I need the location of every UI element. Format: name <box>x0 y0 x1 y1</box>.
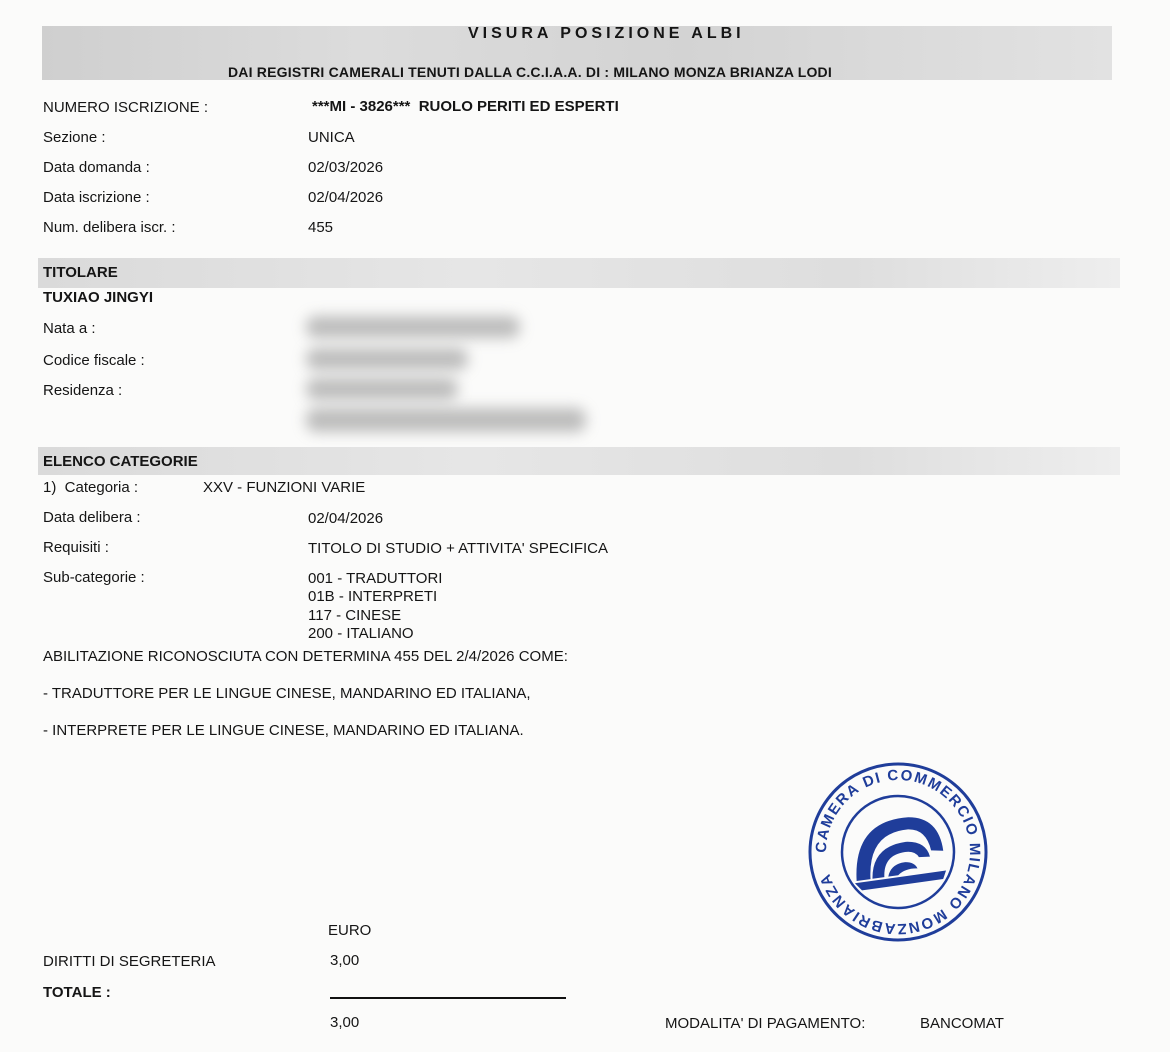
sezione-value: UNICA <box>308 129 355 146</box>
redacted-residence-line1 <box>306 378 458 400</box>
numero-iscrizione-value: ***MI - 3826*** RUOLO PERITI ED ESPERTI <box>312 98 619 115</box>
num-delibera-label: Num. delibera iscr. : <box>43 219 176 236</box>
currency-label: EURO <box>328 922 372 939</box>
num-delibera-value: 455 <box>308 219 334 236</box>
totale-value: 3,00 <box>330 1014 360 1031</box>
totale-label: TOTALE : <box>43 984 111 1001</box>
abilitazione-traduttore: - TRADUTTORE PER LE LINGUE CINESE, MANDARINO ED ITALIANA, <box>43 685 531 702</box>
categoria-label: 1) Categoria : <box>43 479 139 496</box>
categorie-band <box>38 447 1120 475</box>
stamp-text: CAMERA DI COMMERCIO MILANO MONZABRIANZA <box>812 766 984 938</box>
requisiti-value: TITOLO DI STUDIO + ATTIVITA' SPECIFICA <box>308 540 608 557</box>
abilitazione-text: ABILITAZIONE RICONOSCIUTA CON DETERMINA 455 DEL 2/4/2026 COME: <box>43 648 568 665</box>
categorie-section-title: ELENCO CATEGORIE <box>43 453 198 470</box>
categoria-value: XXV - FUNZIONI VARIE <box>203 479 366 496</box>
diritti-segreteria-value: 3,00 <box>330 952 360 969</box>
residenza-label: Residenza : <box>43 382 123 399</box>
redacted-tax-code <box>306 348 468 370</box>
data-iscrizione-value: 02/04/2026 <box>308 189 384 206</box>
requisiti-label: Requisiti : <box>43 539 109 556</box>
total-divider <box>330 997 566 999</box>
titolare-name: TUXIAO JINGYI <box>43 289 154 306</box>
sub-categoria-item: 200 - ITALIANO <box>308 625 414 642</box>
redacted-residence-line2 <box>306 408 586 432</box>
data-domanda-value: 02/03/2026 <box>308 159 384 176</box>
document-title: VISURA POSIZIONE ALBI <box>468 25 745 42</box>
titolare-section-title: TITOLARE <box>43 264 118 281</box>
payment-method-label: MODALITA' DI PAGAMENTO: <box>665 1015 866 1032</box>
sezione-label: Sezione : <box>43 129 106 146</box>
sub-categoria-item: 001 - TRADUTTORI <box>308 570 443 587</box>
redacted-birthplace <box>306 316 520 338</box>
diritti-segreteria-label: DIRITTI DI SEGRETERIA <box>43 953 216 970</box>
data-delibera-label: Data delibera : <box>43 509 141 526</box>
chamber-of-commerce-stamp <box>803 757 993 947</box>
codice-fiscale-label: Codice fiscale : <box>43 352 145 369</box>
abilitazione-interprete: - INTERPRETE PER LE LINGUE CINESE, MANDARINO ED ITALIANA. <box>43 722 524 739</box>
titolare-band <box>38 258 1120 288</box>
sub-categorie-label: Sub-categorie : <box>43 569 145 586</box>
nata-a-label: Nata a : <box>43 320 96 337</box>
data-delibera-value: 02/04/2026 <box>308 510 384 527</box>
payment-method-value: BANCOMAT <box>920 1015 1004 1032</box>
sub-categoria-item: 01B - INTERPRETI <box>308 588 438 605</box>
data-domanda-label: Data domanda : <box>43 159 150 176</box>
document-subtitle: DAI REGISTRI CAMERALI TENUTI DALLA C.C.I.A.A. DI : MILANO MONZA BRIANZA LODI <box>228 64 832 80</box>
sub-categoria-item: 117 - CINESE <box>308 607 402 624</box>
data-iscrizione-label: Data iscrizione : <box>43 189 150 206</box>
numero-iscrizione-label: NUMERO ISCRIZIONE : <box>43 99 209 116</box>
